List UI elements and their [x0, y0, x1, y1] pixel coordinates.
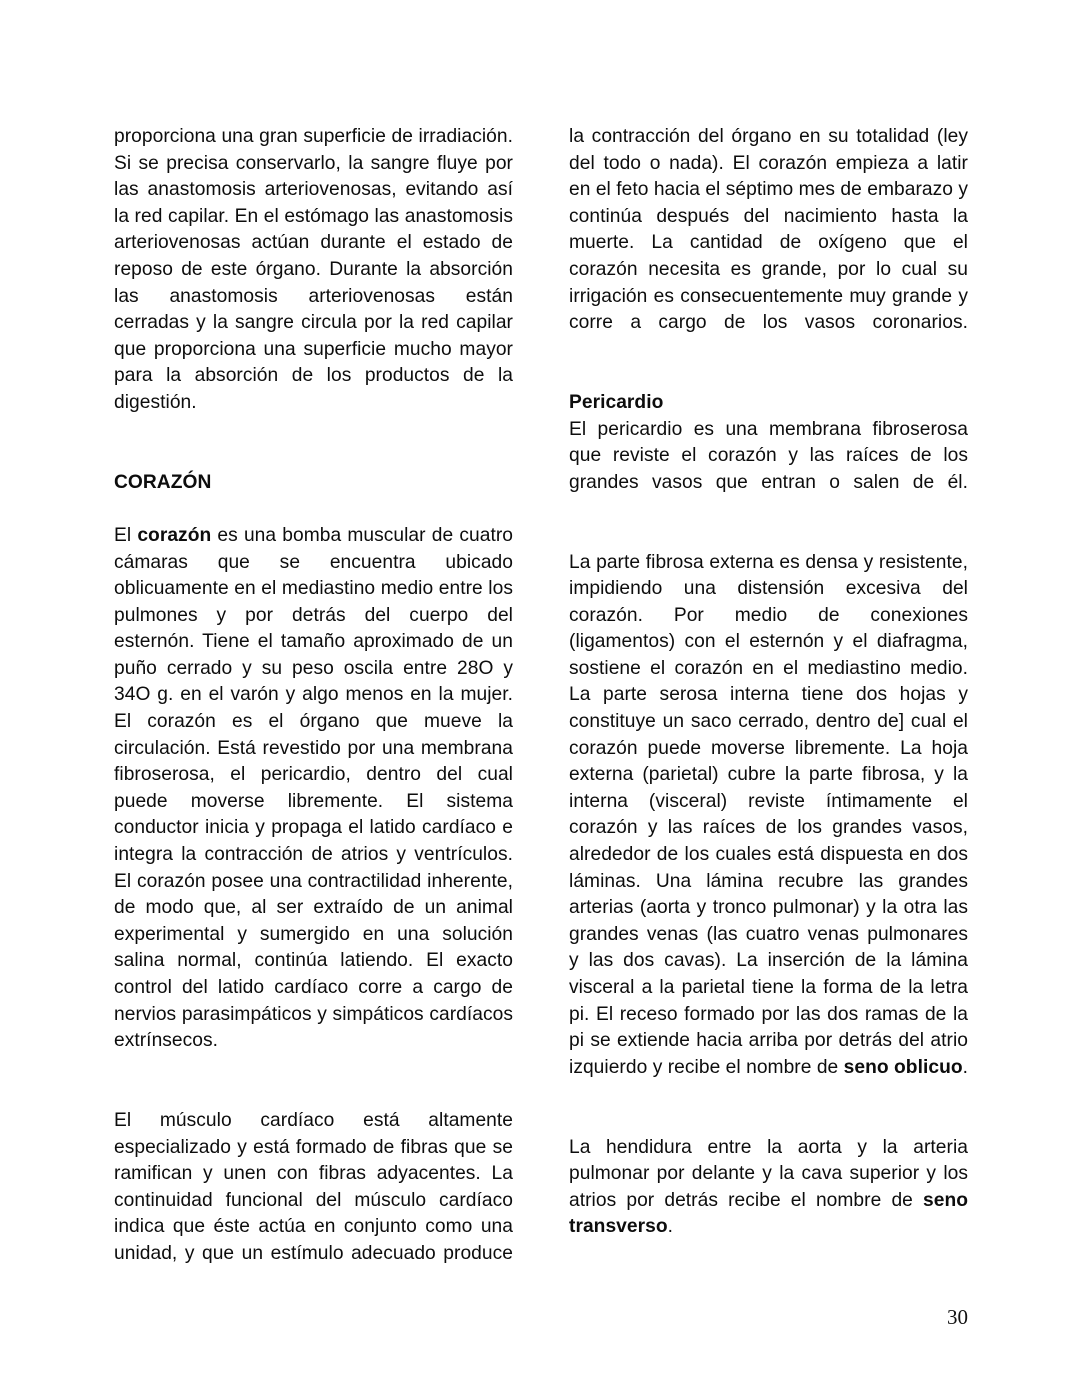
bold-term-seno-transverso: seno transverso — [569, 1189, 968, 1238]
paragraph-spacer — [114, 443, 513, 470]
left-paragraph-anastomosis: proporciona una gran superficie de irradiación. Si se precisa conservarlo, la sangre fluye por las anastomosis arteriovenosas, evitando así la red capilar. En el estómago las anastomosis arteriovenosas actúan durante el estado de reposo de este órgano. Durante la absorción las anastomosis arteriovenosas están cerradas y la sangre circula por la red capilar que proporciona una superficie mucho mayor para la absorción de los productos de la digestión. — [114, 126, 513, 413]
page-number: 30 — [947, 1305, 968, 1329]
bold-term-seno-oblicuo: seno oblicuo — [843, 1056, 963, 1078]
two-column-body — [114, 124, 969, 1269]
left-column — [114, 124, 513, 1269]
text-run: es una bomba muscular de cuatro cámaras que se encuentra ubicado oblicuamente en el mediastino medio entre los pulmones y por detrás del cuerpo del esternón. Tiene el tamaño aproximado de un puño cerrado y su peso oscila entre 28O y 34O g. en el varón y algo menos en la mujer. El corazón es el órgano que mueve la circulación. Está revestido por una membrana fibroserosa, el pericardio, dentro del cual puede moverse libremente. El sistema conductor inicia y propaga el latido cardíaco e integra la contracción de atrios y ventrículos. El corazón posee una contractilidad inherente, de modo que, al ser extraído de un animal experimental y sumergido en una solución salina normal, continúa latiendo. El exacto control del latido cardíaco corre a cargo de nervios parasimpáticos y simpáticos cardíacos extrínsecos. — [114, 524, 513, 1052]
section-heading-pericardio: Pericardio — [569, 391, 664, 413]
paragraph-spacer — [569, 1108, 968, 1135]
paragraph-spacer — [569, 363, 968, 390]
text-run: . — [667, 1216, 674, 1238]
left-paragraph-musculo-cardiaco: El músculo cardíaco está altamente especializado y está formado de fibras que se ramifican y unen con fibras adyacentes. La continuidad funcional del músculo cardíaco indica que éste actúa en conjunto como una unidad, y que un estímulo adecuado produce — [114, 1109, 513, 1264]
left-paragraph-corazon — [114, 523, 513, 1081]
text-run: La parte fibrosa externa es densa y resistente, impidiendo una distensión excesiva del corazón. Por medio de conexiones (ligamentos) con el esternón y el diafragma, sostiene el corazón en el mediastino medio. La parte serosa interna tiene dos hojas y constituye un saco cerrado, dentro de] cual el corazón puede moverse libremente. La hoja externa (parietal) cubre la parte fibrosa, y la interna (visceral) reviste íntimamente el corazón y las raíces de los grandes vasos, alrededor de los cuales está dispuesta en dos láminas. Una lámina recubre las grandes arterias (aorta y tronco pulmonar) y la otra las grandes venas (las cuatro venas pulmonares y las dos cavas). La inserción de la lámina visceral a la parietal tiene la forma de la letra pi. El receso formado por las dos ramas de la pi se extiende hacia arriba por detrás del atrio izquierdo y recibe el nombre de — [569, 551, 968, 1078]
paragraph-spacer — [114, 1081, 513, 1108]
right-paragraph-parte-fibrosa — [569, 550, 968, 1108]
right-column — [569, 124, 968, 1269]
right-paragraph-hendidura — [569, 1135, 968, 1268]
right-paragraph-contraccion: la contracción del órgano en su totalidad (ley del todo o nada). El corazón empieza a latir en el feto hacia el séptimo mes de embarazo y continúa después del nacimiento hasta la muerte. La cantidad de oxígeno que el corazón necesita es grande, por lo cual su irrigación es consecuentemente muy grande y corre a cargo de los vasos coronarios. — [569, 126, 969, 334]
text-run: La hendidura entre la aorta y la arteria pulmonar por delante y la cava superior y los atrios por detrás recibe el nombre de — [569, 1136, 968, 1211]
paragraph-spacer — [569, 523, 968, 550]
section-heading-corazon: CORAZÓN — [114, 471, 212, 493]
paragraph-spacer — [114, 496, 513, 523]
text-run: El — [114, 524, 138, 546]
text-run: . — [962, 1056, 968, 1078]
bold-term-corazon: corazón — [137, 524, 212, 546]
right-paragraph-pericardio-definicion: El pericardio es una membrana fibroserosa que reviste el corazón y las raíces de los grandes vasos que entran o salen de él. — [569, 418, 968, 493]
